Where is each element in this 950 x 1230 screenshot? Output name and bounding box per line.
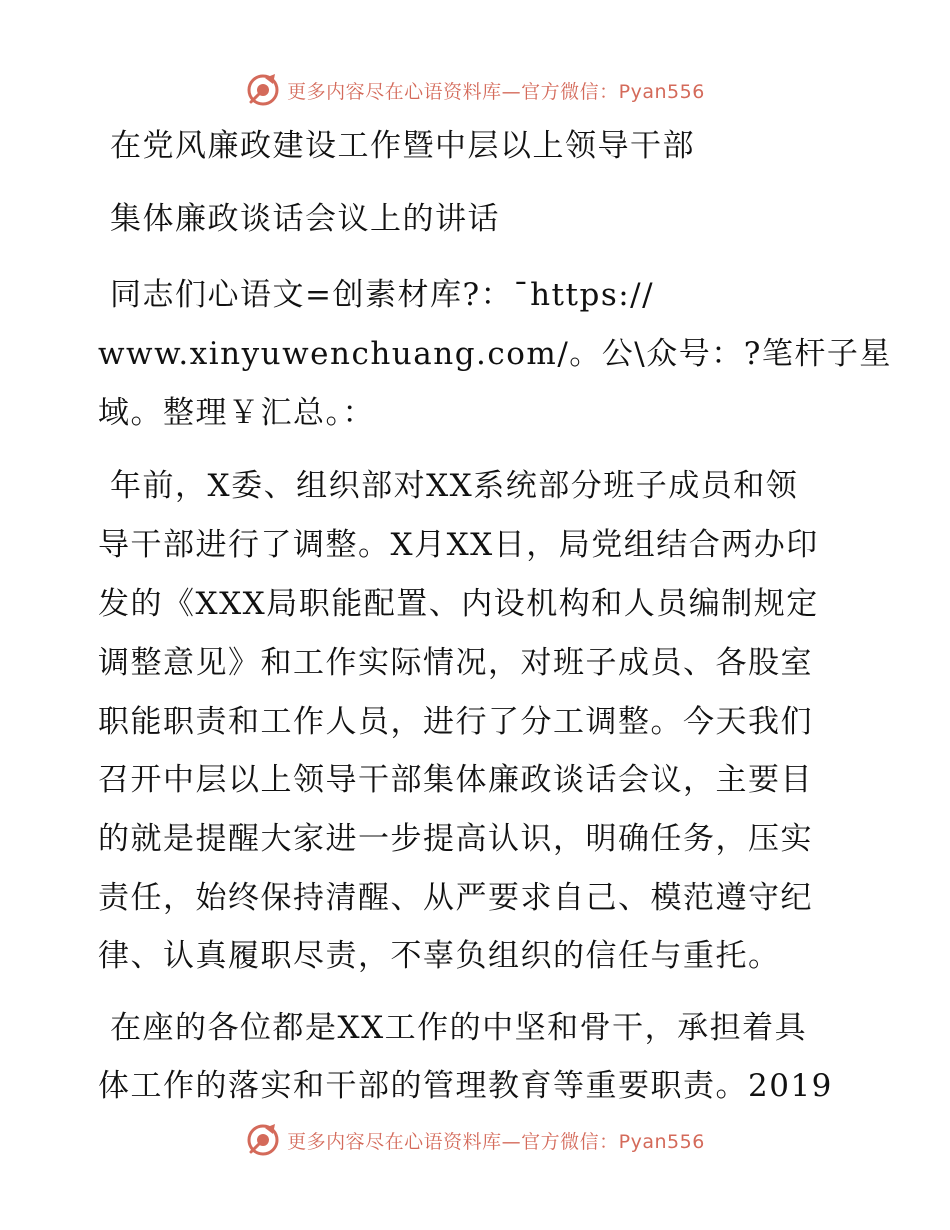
- paragraph-1-line: 调整意见》和工作实际情况，对班子成员、各股室: [98, 645, 813, 681]
- paragraph-1-line: 召开中层以上领导干部集体廉政谈话会议，主要目: [98, 762, 813, 798]
- paragraph-1-line: 的就是提醒大家进一步提高认识，明确任务，压实: [98, 821, 813, 857]
- greeting-line-3: 域。整理￥汇总。：: [98, 395, 375, 431]
- paragraph-1-line: 发的《XXX局职能配置、内设机构和人员编制规定: [98, 586, 819, 622]
- title-line-2: 集体廉政谈话会议上的讲话: [110, 201, 500, 237]
- paragraph-1-line: 导干部进行了调整。X月XX日，局党组结合两办印: [98, 527, 819, 563]
- greeting-line-2: www.xinyuwenchuang.com/。公\众号：?笔杆子星: [98, 336, 892, 372]
- watermark-footer: [0, 1120, 950, 1160]
- paragraph-1-line: 年前，X委、组织部对XX系统部分班子成员和领: [110, 468, 799, 504]
- paragraph-1-line: 责任，始终保持清醒、从严要求自己、模范遵守纪: [98, 880, 813, 916]
- title-line-1: 在党风廉政建设工作暨中层以上领导干部: [110, 128, 695, 164]
- greeting-line-1: 同志们心语文=创素材库?：¯https://: [110, 277, 655, 313]
- paragraph-2-line: 在座的各位都是XX工作的中坚和骨干，承担着具: [110, 1010, 808, 1046]
- pen-logo-icon: [245, 72, 281, 108]
- watermark-header: [0, 70, 950, 110]
- paragraph-1-line: 职能职责和工作人员，进行了分工调整。今天我们: [98, 704, 813, 740]
- pen-logo-icon: [245, 1122, 281, 1158]
- watermark-text: 更多内容尽在心语资料库—官方微信：Pyan556: [287, 1130, 705, 1153]
- paragraph-2-line: 体工作的落实和干部的管理教育等重要职责。2019: [98, 1068, 833, 1104]
- paragraph-1-line: 律、认真履职尽责，不辜负组织的信任与重托。: [98, 938, 781, 974]
- watermark-text: 更多内容尽在心语资料库—官方微信：Pyan556: [287, 80, 705, 103]
